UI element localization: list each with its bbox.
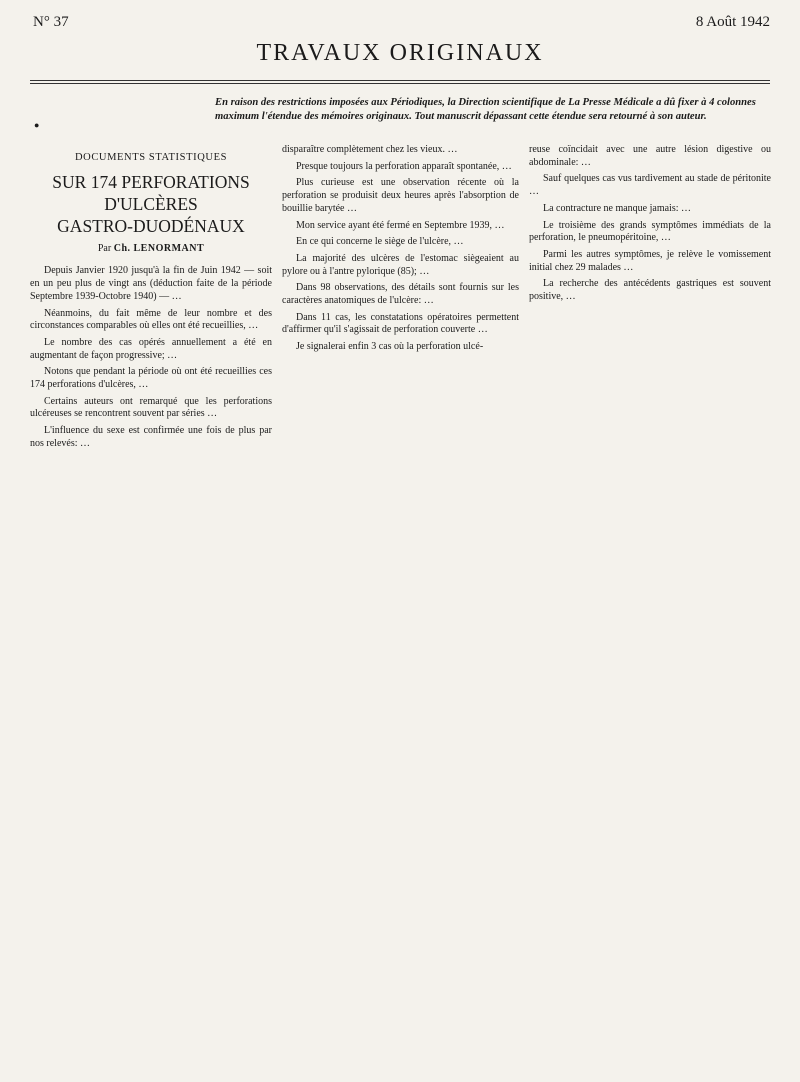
article-author bbox=[30, 243, 272, 256]
paragraph: Parmi les autres symptômes, je relève le vomissement initial chez 29 malades … bbox=[529, 248, 771, 273]
author-prefix: Par bbox=[97, 242, 112, 254]
issue-number: N° 37 bbox=[33, 14, 69, 30]
article-title-line-1: SUR 174 PERFORATIONS bbox=[52, 171, 250, 192]
header-rule-top bbox=[30, 80, 770, 81]
text-column-1 bbox=[30, 150, 272, 455]
paragraph: La majorité des ulcères de l'estomac siègeaient au pylore ou à l'antre pylorique (85); … bbox=[282, 252, 519, 277]
article-kicker: DOCUMENTS STATISTIQUES bbox=[74, 152, 228, 163]
paragraph: Le nombre des cas opérés annuellement a été en augmentant de façon progressive; … bbox=[30, 336, 272, 361]
paragraph: Néanmoins, du fait même de leur nombre et des circonstances comparables où elles ont été recueillies, … bbox=[30, 307, 272, 332]
paragraph: Depuis Janvier 1920 jusqu'à la fin de Juin 1942 — soit en un peu plus de vingt ans (déduction faite de la période Septembre 1939-Octobre 1940) — … bbox=[30, 265, 272, 302]
paragraph: Mon service ayant été fermé en Septembre 1939, … bbox=[296, 219, 505, 231]
author-name: Ch. LENORMANT bbox=[113, 242, 205, 254]
paragraph: L'influence du sexe est confirmée une fois de plus par nos relevés: … bbox=[30, 425, 272, 449]
header-rule-bottom bbox=[30, 83, 770, 84]
paragraph: En ce qui concerne le siège de l'ulcère, … bbox=[296, 236, 464, 248]
paragraph: Plus curieuse est une observation récente où la perforation se produisit deux heures après l'absorption de bouillie barytée … bbox=[282, 177, 519, 214]
article-title-line-3: GASTRO-DUODÉNAUX bbox=[57, 215, 245, 236]
paragraph: La contracture ne manque jamais: … bbox=[543, 202, 691, 214]
paragraph: Certains auteurs ont remarqué que les perforations ulcéreuses se rencontrent souvent par séries … bbox=[30, 395, 272, 420]
paragraph: Je signalerai enfin 3 cas où la perforation ulcé- bbox=[296, 341, 484, 353]
paragraph: Presque toujours la perforation apparaît spontanée, … bbox=[296, 160, 512, 172]
paragraph: La recherche des antécédents gastriques est souvent positive, … bbox=[529, 278, 771, 303]
editorial-notice: En raison des restrictions imposées aux Périodiques, la Direction scientifique de La Presse Médicale a dû fixer à 4 colonnes maximum l'étendue des mémoires originaux. Tout manuscrit dépassant cette étendue sera retourné à son auteur. bbox=[215, 97, 756, 122]
paragraph: disparaître complètement chez les vieux. … bbox=[282, 144, 458, 155]
paragraph: Le troisième des grands symptômes immédiats de la perforation, le pneumopéritoine, … bbox=[529, 219, 771, 244]
text-column-3 bbox=[529, 144, 771, 308]
section-title: TRAVAUX ORIGINAUX bbox=[256, 40, 544, 66]
paragraph: Notons que pendant la période où ont été recueillies ces 174 perforations d'ulcères, … bbox=[30, 366, 272, 391]
paragraph: Dans 11 cas, les constatations opératoires permettent d'affirmer qu'il s'agissait de perforation couverte … bbox=[282, 311, 519, 336]
paragraph: reuse coïncidait avec une autre lésion digestive ou abdominale: … bbox=[529, 144, 771, 168]
text-column-2 bbox=[282, 144, 519, 358]
paragraph: Sauf quelques cas vus tardivement au stade de péritonite … bbox=[529, 173, 771, 198]
issue-date: 8 Août 1942 bbox=[695, 14, 770, 30]
paragraph: Dans 98 observations, des détails sont fournis sur les caractères anatomiques de l'ulcère: … bbox=[282, 282, 519, 307]
article-title-line-2: D'ULCÈRES bbox=[104, 193, 198, 214]
margin-bullet: ● bbox=[34, 120, 40, 130]
